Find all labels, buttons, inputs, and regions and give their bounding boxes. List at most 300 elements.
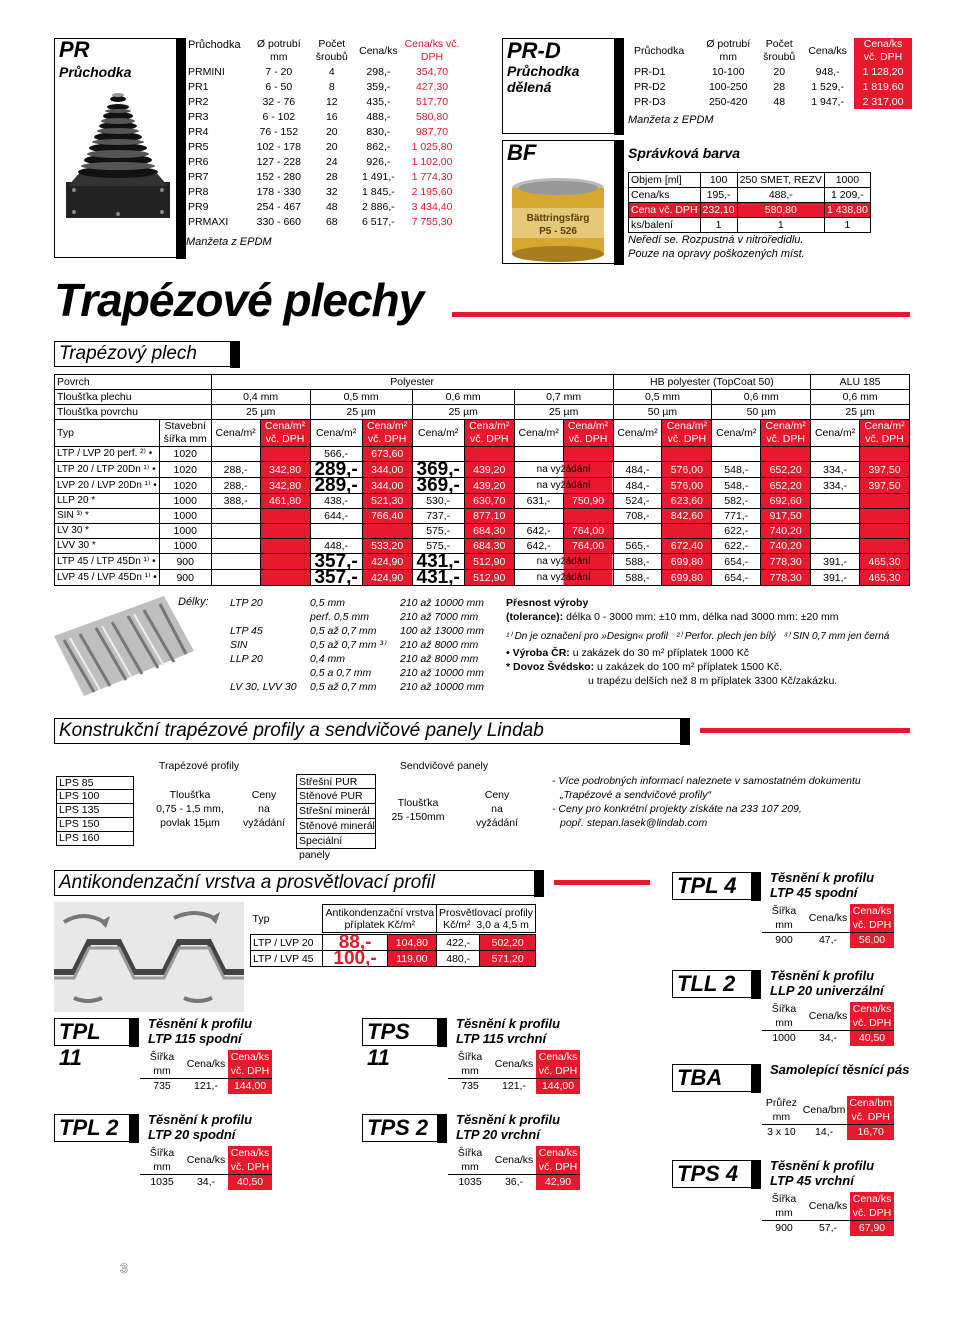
tp-tl-cell: 0,6 mm (412, 390, 514, 405)
prd-h2: Počet šroubů (763, 38, 796, 63)
prd-table (632, 38, 912, 109)
tp-cell (613, 447, 662, 462)
bf-cell: 232,10 (700, 203, 737, 218)
bf-can-text1: Bättringsfärg (526, 213, 590, 224)
seal-head-row (762, 1192, 894, 1221)
tp-cell: 334,- (811, 462, 860, 478)
tp-cell: 737,- (412, 509, 464, 524)
seal-val: 40,50 (228, 1175, 272, 1190)
tp-cell: 630,70 (464, 494, 514, 509)
tp-cell (362, 524, 412, 539)
pr-cell: PRMINI (188, 65, 225, 78)
tp-povrch-hb: HB polyester (TopCoat 50) (613, 375, 811, 390)
seal-head-row (762, 904, 894, 933)
seal-head: Šířka mm (771, 1193, 797, 1219)
seal-title2: LTP 45 vrchní (770, 1173, 854, 1188)
pr-cell: PR5 (188, 140, 209, 153)
tp-cell: LV 30 * (55, 524, 160, 539)
tp-cell: 644,- (310, 509, 362, 524)
antik-cell: 100,- (323, 951, 387, 967)
antik-profile-image (54, 902, 244, 1012)
pr-cell: 127 - 228 (256, 155, 301, 168)
bf-code: BF (507, 140, 537, 165)
seal-head-row (762, 1002, 894, 1031)
fn-4b: u zakázek do 30 m² příplatek 1000 Kč (572, 647, 749, 659)
tp-cell: 438,- (310, 494, 362, 509)
fn-5b: u zakázek do 100 m² příplatek 1500 Kč. (597, 661, 783, 673)
seal-head: Cena/ks (186, 1154, 226, 1166)
delky-cell: LV 30, LVV 30 (230, 681, 297, 693)
pr-cell: PR3 (188, 110, 209, 123)
lindab-info1: - Více podrobných informací naleznete v samostatném dokumentu (552, 775, 861, 787)
delky-row (228, 596, 508, 610)
tp-cell: 1020 (159, 462, 211, 478)
delky-row (228, 666, 508, 680)
tp-cell: 684,30 (464, 539, 514, 554)
pr-h0: Průchodka (188, 39, 241, 51)
pr-cell: 1 845,- (362, 185, 395, 198)
tp-cell: 530,- (412, 494, 464, 509)
tp-cell: 512,90 (464, 554, 514, 570)
tp-c1-h: Cena/m² (712, 420, 761, 447)
tp-cell: 391,- (811, 570, 860, 586)
tp-cell: 369,- (412, 478, 464, 494)
seal-table (140, 1050, 272, 1094)
tp-cell: SIN ³⁾ * (55, 509, 160, 524)
antik-cell: 88,- (323, 935, 387, 951)
tp-cell (310, 524, 362, 539)
prd-cell: 100-250 (708, 80, 748, 93)
delky-cell (228, 666, 308, 680)
tp-row (55, 539, 910, 554)
tp-cell: 673,60 (362, 447, 412, 462)
prd-cell: 28 (773, 80, 786, 93)
tp-cell (761, 447, 811, 462)
antik-cell: LTP / LVP 45 (251, 951, 323, 967)
tp-c2-h: Cena/m² vč. DPH (563, 420, 613, 447)
seal-val: 900 (762, 1221, 806, 1236)
lps-item: LPS 160 (56, 832, 134, 846)
seal-head: Cena/ks vč. DPH (850, 904, 894, 933)
pr-h3: Cena/ks (359, 45, 398, 57)
tp-cell: 344,00 (362, 478, 412, 494)
antik-table (250, 904, 536, 967)
pr-cell: 4 (328, 65, 335, 78)
tp-cell: 431,- (412, 554, 464, 570)
seal-head: Cena/ks vč. DPH (536, 1050, 580, 1079)
tp-cell: 1000 (159, 494, 211, 509)
tp-cell: LTP / LVP 20 perf. ²⁾ • (55, 447, 160, 462)
tp-cell: 344,00 (362, 462, 412, 478)
tp-cell: 357,- (310, 570, 362, 586)
pr-cell: PR9 (188, 200, 209, 213)
presnost-1: Přesnost výroby (506, 597, 589, 609)
tp-tp-h: Tloušťka povrchu (55, 405, 212, 420)
tp-cell: 288,- (211, 478, 260, 494)
pr-subtitle: Průchodka (59, 64, 132, 80)
tp-c1-h: Cena/m² (514, 420, 563, 447)
bf-cell: 250 SMET, REZV (737, 173, 824, 188)
tp-cell: 654,- (712, 554, 761, 570)
panel-item: Speciální panely (296, 834, 376, 849)
lindab-na: na (258, 803, 270, 815)
tp-cell (211, 570, 260, 586)
tp-c1-h: Cena/m² (613, 420, 662, 447)
seal-table (448, 1050, 580, 1094)
pr-row (186, 64, 462, 79)
lps-item: LPS 85 (56, 776, 134, 790)
pr-note: Manžeta z EPDM (186, 236, 272, 248)
seal-code-box (672, 1160, 752, 1188)
pr-row (186, 124, 462, 139)
lindab-info2: „Trapézové a sendvičové profily“ (560, 789, 711, 801)
tp-c2-h: Cena/m² vč. DPH (464, 420, 514, 447)
tp-cell: LLP 20 * (55, 494, 160, 509)
bf-cell: 100 (700, 173, 737, 188)
prd-cell: PR-D3 (634, 95, 666, 108)
bf-cell: 195,- (700, 188, 737, 203)
tp-tp-cell: 25 µm (211, 405, 310, 420)
prd-cell: 1 128,20 (854, 64, 912, 79)
seal-title1: Samolepící těsnící pás (770, 1062, 910, 1077)
seal-code: TPS 4 (677, 1161, 739, 1186)
pr-row (186, 154, 462, 169)
lps-item: LPS 135 (56, 804, 134, 818)
tp-row (55, 570, 910, 586)
presnost (506, 596, 910, 688)
seal-head-row (448, 1050, 580, 1079)
bf-cell: 1 438,80 (824, 203, 870, 218)
tp-cell: 642,- (514, 524, 563, 539)
antik-h1: Antikondenzační vrstva (325, 906, 435, 919)
pr-cell: 16 (325, 110, 338, 123)
tp-cell: 631,- (514, 494, 563, 509)
tp-cell (260, 539, 310, 554)
lindab-info3: - Ceny pro konkrétní projekty získáte na 233 107 209, (552, 803, 802, 815)
lindab-ceny: Ceny (251, 789, 277, 801)
tp-cell (811, 524, 860, 539)
seal-val-row (762, 1221, 894, 1236)
pr-cell: PR7 (188, 170, 209, 183)
tp-cell (464, 447, 514, 462)
seal-val: 16,70 (847, 1125, 894, 1140)
seal-title2: LTP 20 spodní (148, 1127, 236, 1142)
tp-cell: na vyžádání (514, 554, 613, 570)
delky-cell: LTP 45 (230, 625, 263, 637)
antik-h2b: 3,0 a 4,5 m (476, 918, 529, 931)
seal-head: Šířka mm (149, 1147, 175, 1173)
tp-c1-h: Cena/m² (811, 420, 860, 447)
pr-cell: 6 517,- (362, 215, 395, 228)
tp-cell (860, 539, 910, 554)
tp-row (55, 478, 910, 494)
tp-cell (662, 447, 712, 462)
antik-cell: LTP / LVP 20 (251, 935, 323, 951)
tp-cell (662, 524, 712, 539)
fn-5a: * Dovoz Švédsko: (506, 661, 595, 673)
pr-cell: 830,- (366, 125, 391, 138)
bf-label: Správková barva (628, 145, 741, 161)
pr-cell: 254 - 467 (256, 200, 301, 213)
bf-table (628, 172, 871, 233)
tp-cell: 342,80 (260, 462, 310, 478)
pr-cell: 354,70 (415, 65, 449, 78)
seal-head: Průřez mm (765, 1097, 797, 1123)
pr-cell: 580,80 (415, 110, 449, 123)
pr-cell: PR4 (188, 125, 209, 138)
lindab-label-text: Konstrukční trapézové profily a sendvičové panely Lindab (59, 720, 544, 741)
seal-val: 42,90 (536, 1175, 580, 1190)
antik-cell: 119,00 (387, 951, 436, 967)
antik-h2: Prosvětlovací profily (439, 906, 533, 919)
tp-c2-h: Cena/m² vč. DPH (860, 420, 910, 447)
seal-val-row (448, 1175, 580, 1190)
seal-val: 67,90 (850, 1221, 894, 1236)
delky-cell: 0,5 až 0,7 mm (310, 625, 377, 637)
tp-c2-h: Cena/m² vč. DPH (662, 420, 712, 447)
fn-4a: • Výroba ČR: (506, 647, 570, 659)
seal-head: Cena/ks vč. DPH (536, 1146, 580, 1175)
pr-row (186, 169, 462, 184)
seal-head-row (140, 1050, 272, 1079)
tp-cell (860, 494, 910, 509)
tp-cell: 1000 (159, 539, 211, 554)
seal-table (762, 1192, 894, 1236)
tp-cell (260, 509, 310, 524)
seal-code-box (672, 872, 752, 900)
delky-cell: 210 až 8000 mm (400, 653, 479, 665)
seal-val: 900 (762, 933, 806, 948)
pr-cell: 12 (325, 95, 338, 108)
pr-cell: 152 - 280 (256, 170, 301, 183)
tp-cell: 289,- (310, 462, 362, 478)
seal-code: TPL 11 (59, 1019, 101, 1070)
tp-cell (811, 539, 860, 554)
seal-head: Cena/ks (808, 1200, 848, 1212)
delky-row (228, 680, 508, 694)
lindab-na2: na (491, 803, 503, 815)
lindab-red-bar (700, 728, 910, 733)
tp-cell: 1020 (159, 478, 211, 494)
pr-code: PR (59, 37, 90, 62)
seal-head: Cena/bm (802, 1104, 846, 1116)
seal-code: TLL 2 (677, 971, 736, 996)
lindab-info (552, 774, 912, 830)
fn-5c: u trapézu delších než 8 m příplatek 3300 Kč/zakázku. (588, 675, 838, 687)
tp-cell: 548,- (712, 478, 761, 494)
seal-title2: LTP 115 spodní (148, 1031, 242, 1046)
pr-cell: 28 (325, 170, 338, 183)
seal-head: Cena/ks vč. DPH (850, 1192, 894, 1221)
tp-cell (563, 447, 613, 462)
bf-cell: 1 209,- (824, 188, 870, 203)
tp-cell (260, 524, 310, 539)
tp-cell (211, 539, 260, 554)
antik-cell: 422,- (437, 935, 480, 951)
seal-title2: LTP 20 vrchní (456, 1127, 540, 1142)
tp-cell: 877,10 (464, 509, 514, 524)
tp-cell: 771,- (712, 509, 761, 524)
prd-h0: Průchodka (634, 45, 685, 57)
tp-cell: 623,60 (662, 494, 712, 509)
tp-cell: 764,00 (563, 539, 613, 554)
prd-h3: Cena/ks (808, 45, 847, 57)
pr-h4: Cena/ks vč. DPH (404, 38, 460, 63)
tp-cell: 397,50 (860, 478, 910, 494)
tp-cell: 288,- (211, 462, 260, 478)
pr-h1: Ø potrubí mm (256, 38, 301, 63)
tp-cell: 524,- (613, 494, 662, 509)
seal-val: 735 (140, 1079, 184, 1094)
bf-cell: Objem [ml] (629, 173, 701, 188)
seal-val: 47,- (806, 933, 850, 948)
tp-row (55, 509, 910, 524)
tp-cell: 672,40 (662, 539, 712, 554)
tp-cell (811, 447, 860, 462)
tp-c2-h: Cena/m² vč. DPH (260, 420, 310, 447)
bf-cell: Cena vč. DPH (629, 203, 701, 218)
seal-val: 57,- (806, 1221, 850, 1236)
tp-cell: 391,- (811, 554, 860, 570)
lindab-vyz2: vyžádání (475, 817, 519, 829)
delky-cell: 0,5 až 0,7 mm (310, 681, 377, 693)
tp-cell (712, 447, 761, 462)
tp-label-text: Trapézový plech (59, 343, 197, 364)
seal-head: Šířka mm (149, 1051, 175, 1077)
tp-cell: 740,20 (761, 539, 811, 554)
tp-tl-cell: 0,5 mm (310, 390, 412, 405)
tp-cell: 917,50 (761, 509, 811, 524)
tp-table (54, 374, 910, 586)
seal-title2: LTP 115 vrchní (456, 1031, 547, 1046)
pr-cell: 359,- (366, 80, 391, 93)
seal-val-row (762, 1125, 894, 1140)
prd-subtitle1: Průchodka (507, 63, 580, 79)
antik-cell: 502,20 (480, 935, 536, 951)
presnost-3: délka 0 - 3000 mm: ±10 mm, délka nad 3000 mm: ±20 mm (566, 611, 839, 623)
antik-row (251, 935, 536, 951)
pr-cell: 1 102,00 (411, 155, 453, 168)
antik-typ: Typ (252, 913, 270, 926)
pr-cell: 6 - 102 (262, 110, 296, 123)
tp-tl-h: Tloušťka plechu (55, 390, 212, 405)
tp-cell: 764,00 (563, 524, 613, 539)
tp-cell: 439,20 (464, 478, 514, 494)
tp-cell: na vyžádání (514, 462, 613, 478)
pr-cell: 987,70 (415, 125, 449, 138)
pr-cell: 20 (325, 125, 338, 138)
lindab-table (54, 758, 534, 861)
pr-row (186, 79, 462, 94)
antik-cell: 571,20 (480, 951, 536, 967)
tp-c1-h: Cena/m² (211, 420, 260, 447)
bf-cell: 488,- (737, 188, 824, 203)
pr-cell: PR2 (188, 95, 209, 108)
seal-val-row (762, 1031, 894, 1046)
tp-cell: 652,20 (761, 478, 811, 494)
seal-head: Cena/ks (186, 1058, 226, 1070)
seal-table (448, 1146, 580, 1190)
tp-cell (260, 554, 310, 570)
seal-val-row (140, 1079, 272, 1094)
seal-head: Cena/ks (808, 912, 848, 924)
tp-cell: 388,- (211, 494, 260, 509)
seal-code: TPS 11 (367, 1019, 410, 1070)
delky-cell (228, 610, 308, 624)
tp-cell: 622,- (712, 539, 761, 554)
tp-c2-h: Cena/m² vč. DPH (761, 420, 811, 447)
bf-cell: 1 (737, 218, 824, 233)
tp-cell (260, 570, 310, 586)
seal-head: Cena/ks vč. DPH (228, 1146, 272, 1175)
tp-row (55, 462, 910, 478)
lindab-tl2-val: 25 -150mm (391, 811, 445, 823)
delky-table (228, 596, 508, 694)
bf-can-image (508, 174, 608, 264)
pr-cell: 862,- (366, 140, 391, 153)
pr-row (186, 94, 462, 109)
seal-head-row (448, 1146, 580, 1175)
delky-label: Délky: (178, 596, 209, 608)
bf-can-text2: P5 - 526 (539, 226, 577, 237)
tp-tp-cell: 50 µm (712, 405, 811, 420)
presnost-2: (tolerance): (506, 611, 564, 623)
seal-val: 1000 (762, 1031, 806, 1046)
seal-title1: Těsnění k profilu (456, 1112, 561, 1127)
delky-row (228, 652, 508, 666)
seal-val: 144,00 (228, 1079, 272, 1094)
tp-cell (514, 509, 563, 524)
bf-cell: 580,80 (737, 203, 824, 218)
prd-cell: PR-D2 (634, 80, 666, 93)
seal-head-row (762, 1096, 894, 1125)
delky-row (228, 610, 508, 624)
prd-code: PR-D (507, 38, 561, 63)
tp-cell: 842,60 (662, 509, 712, 524)
seal-code: TPS 2 (367, 1115, 429, 1140)
lps-item: LPS 150 (56, 818, 134, 832)
seal-head: Cena/ks (808, 1010, 848, 1022)
delky-cell: 210 až 8000 mm (400, 639, 479, 651)
pr-cell: 20 (325, 140, 338, 153)
seal-val: 735 (448, 1079, 492, 1094)
lindab-tl: Tloušťka (169, 789, 211, 801)
tp-cell: 588,- (613, 554, 662, 570)
tp-cell: 652,20 (761, 462, 811, 478)
tp-cell (514, 447, 563, 462)
lindab-tl-val2: povlak 15µm (160, 817, 220, 829)
antik-label (54, 870, 534, 896)
delky-cell: 210 až 10000 mm (400, 681, 485, 693)
seal-title1: Těsnění k profilu (770, 968, 875, 983)
fn-1: ¹⁾ Dn je označení pro »Design« profil (506, 631, 668, 642)
tp-cell: 1000 (159, 524, 211, 539)
seal-head: Cena/ks (494, 1154, 534, 1166)
delky-cell: 0,4 mm (310, 653, 346, 665)
tp-cell (811, 494, 860, 509)
tp-cell: 575,- (412, 539, 464, 554)
seal-table (762, 1002, 894, 1046)
tp-c2-h: Cena/m² vč. DPH (362, 420, 412, 447)
pr-cell: 2 195,60 (411, 185, 453, 198)
delky-row (228, 638, 508, 652)
delky-cell: perf. 0,5 mm (310, 611, 369, 623)
seal-head: Cena/ks vč. DPH (850, 1002, 894, 1031)
seal-head-row (140, 1146, 272, 1175)
tp-cell (860, 447, 910, 462)
seal-code-box (362, 1018, 438, 1070)
tp-cell: LTP 20 / LTP 20Dn ¹⁾ • (55, 462, 160, 478)
